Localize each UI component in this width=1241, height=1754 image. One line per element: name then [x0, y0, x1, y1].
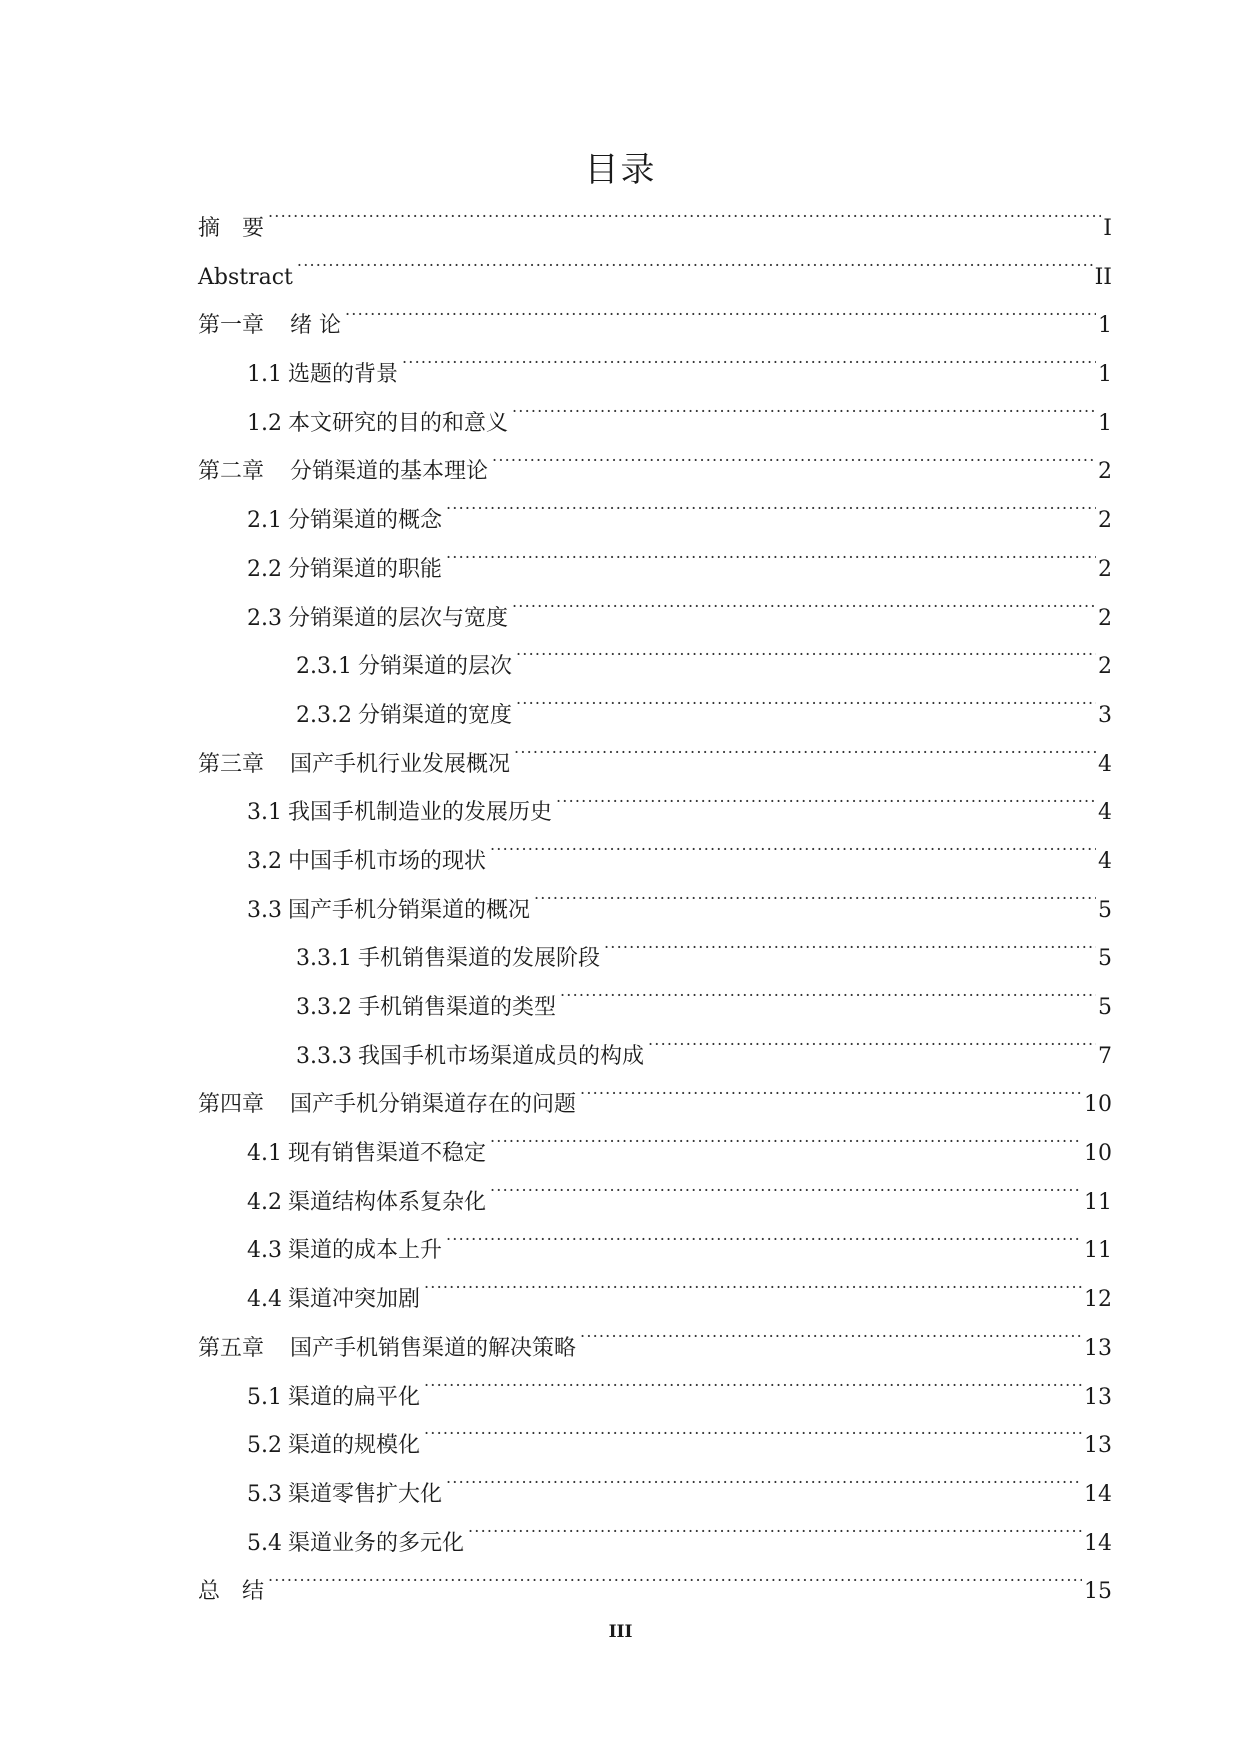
- toc-entry[interactable]: [198, 1081, 1112, 1130]
- toc-entry-label: [198, 741, 514, 790]
- dot-leader: [604, 943, 1096, 965]
- toc-entry[interactable]: [198, 1471, 1112, 1520]
- dot-leader: [534, 895, 1096, 917]
- toc-page-number: 5: [1098, 897, 1112, 923]
- toc-page-number: 1: [1098, 313, 1112, 339]
- dot-leader: [580, 1333, 1082, 1355]
- toc-section-number: 1.1: [247, 362, 282, 388]
- toc-entry[interactable]: [198, 1130, 1112, 1179]
- toc-entry[interactable]: [198, 692, 1112, 741]
- toc-section-number: 4.3: [247, 1238, 282, 1264]
- dot-leader: [424, 1284, 1082, 1306]
- toc-entry-label: [247, 1179, 490, 1228]
- dot-leader: [580, 1089, 1082, 1111]
- toc-entry-title: 现有销售渠道不稳定: [288, 1141, 487, 1167]
- toc-entry[interactable]: [198, 789, 1112, 838]
- toc-page-number: 2: [1098, 654, 1112, 680]
- toc-section-number: 3.3.2: [296, 995, 352, 1020]
- toc-entry-title: 国产手机销售渠道的解决策略: [290, 1335, 577, 1361]
- toc-entry-label: [296, 1033, 648, 1082]
- toc-entry[interactable]: [198, 1374, 1112, 1423]
- toc-section-number: 5.1: [247, 1384, 282, 1410]
- dot-leader: [512, 603, 1096, 625]
- toc-section-number: 4.2: [247, 1189, 282, 1215]
- toc-page-number: 2: [1098, 459, 1112, 485]
- toc-entry-title: 手机销售渠道的发展阶段: [357, 946, 600, 972]
- toc-entry[interactable]: [198, 1325, 1112, 1374]
- toc-section-number: 3.1: [247, 800, 282, 826]
- toc-entry-label: [247, 887, 534, 936]
- toc-entry-label: [296, 643, 516, 692]
- page-number: III: [608, 1622, 633, 1642]
- toc-entry[interactable]: [198, 448, 1112, 497]
- toc-entry-label: [247, 400, 512, 449]
- dot-leader: [446, 1479, 1082, 1501]
- dot-leader: [490, 1187, 1082, 1209]
- toc-section-number: 5.4: [247, 1530, 282, 1556]
- toc-section-number: 3.3: [247, 897, 282, 923]
- toc-entry[interactable]: [198, 546, 1112, 595]
- toc-entry[interactable]: [198, 595, 1112, 644]
- toc-entry-label: [296, 692, 516, 741]
- toc-page-number: 14: [1084, 1530, 1112, 1556]
- toc-entry-title: 分销渠道的层次与宽度: [288, 605, 509, 631]
- toc-section-number: 4.1: [247, 1141, 282, 1167]
- toc-section-number: 3.2: [247, 848, 282, 874]
- toc-page-number: 5: [1098, 995, 1112, 1020]
- toc-entry-title: 国产手机分销渠道的概况: [288, 897, 531, 923]
- toc-entry[interactable]: [198, 1520, 1112, 1569]
- toc-entry[interactable]: [198, 400, 1112, 449]
- toc-page-number: 11: [1084, 1238, 1112, 1264]
- toc-page-number: I: [1103, 216, 1112, 241]
- toc-chapter-number: 第五章: [198, 1335, 265, 1361]
- dot-leader: [556, 797, 1096, 819]
- toc-entry-label: [296, 935, 604, 984]
- toc-section-number: 3.3.1: [296, 946, 352, 972]
- toc-entry-label: [247, 497, 446, 546]
- toc-page-number: 1: [1098, 410, 1112, 436]
- dot-leader: [492, 456, 1096, 478]
- toc-entry-title: 选题的背景: [288, 362, 399, 388]
- toc-entry-label: [247, 546, 446, 595]
- toc-section-number: 1.2: [247, 410, 282, 436]
- toc-entry[interactable]: [198, 1179, 1112, 1228]
- page-title: 目录: [584, 150, 657, 190]
- toc-page-number: 13: [1084, 1433, 1112, 1459]
- toc-entry-label: [247, 789, 556, 838]
- table-of-contents: [198, 205, 1112, 1617]
- toc-section-number: 2.3: [247, 605, 282, 631]
- toc-page-number: 4: [1098, 848, 1112, 874]
- toc-entry[interactable]: [198, 984, 1112, 1033]
- toc-entry-title: 分销渠道的基本理论: [290, 459, 489, 485]
- toc-entry[interactable]: [198, 1033, 1112, 1082]
- toc-page-number: 13: [1084, 1384, 1112, 1410]
- toc-entry-label: [247, 838, 490, 887]
- dot-leader: [490, 846, 1096, 868]
- toc-page-number: 10: [1084, 1141, 1112, 1167]
- toc-entry[interactable]: [198, 1422, 1112, 1471]
- toc-entry[interactable]: [198, 887, 1112, 936]
- toc-entry-title: 国产手机行业发展概况: [290, 751, 511, 777]
- toc-chapter-number: 第四章: [198, 1092, 265, 1118]
- toc-entry-title: 渠道冲突加剧: [288, 1287, 421, 1313]
- dot-leader: [424, 1382, 1082, 1404]
- toc-page-number: II: [1094, 264, 1112, 290]
- dot-leader: [490, 1138, 1082, 1160]
- toc-entry[interactable]: [198, 643, 1112, 692]
- dot-leader: [268, 1576, 1082, 1598]
- toc-entry-title: Abstract: [198, 264, 293, 290]
- toc-entry-label: [247, 351, 402, 400]
- toc-entry[interactable]: [198, 254, 1112, 303]
- toc-entry-title: 渠道业务的多元化: [288, 1530, 465, 1556]
- toc-entry-label: [247, 1276, 424, 1325]
- toc-entry[interactable]: [198, 302, 1112, 351]
- dot-leader: [446, 1235, 1082, 1257]
- dot-leader: [345, 310, 1096, 332]
- toc-page-number: 14: [1084, 1481, 1112, 1507]
- toc-page-number: 5: [1098, 946, 1112, 972]
- toc-section-number: 4.4: [247, 1287, 282, 1313]
- toc-entry-title: 分销渠道的概念: [288, 508, 443, 534]
- toc-entry-title: 分销渠道的宽度: [357, 702, 512, 728]
- toc-entry-label: [198, 448, 492, 497]
- toc-entry-label: [247, 1422, 424, 1471]
- dot-leader: [297, 262, 1093, 284]
- toc-page-number: 13: [1084, 1335, 1112, 1361]
- toc-entry-title: 绪 论: [290, 313, 342, 339]
- toc-entry-title: 总 结: [198, 1579, 265, 1605]
- dot-leader: [268, 213, 1101, 235]
- toc-entry-label: [198, 205, 268, 254]
- toc-page-number: 2: [1098, 508, 1112, 534]
- toc-page-number: 2: [1098, 605, 1112, 631]
- toc-page-number: 4: [1098, 751, 1112, 777]
- toc-entry-label: [247, 1130, 490, 1179]
- toc-entry-title: 中国手机市场的现状: [288, 848, 487, 874]
- toc-entry[interactable]: [198, 741, 1112, 790]
- dot-leader: [516, 651, 1096, 673]
- toc-chapter-number: 第二章: [198, 459, 265, 485]
- toc-entry-title: 渠道的成本上升: [288, 1238, 443, 1264]
- toc-entry-title: 渠道的规模化: [288, 1433, 421, 1459]
- toc-entry-title: 分销渠道的层次: [357, 654, 512, 680]
- toc-entry[interactable]: [198, 1276, 1112, 1325]
- toc-page-number: 2: [1098, 556, 1112, 582]
- toc-entry-title: 手机销售渠道的类型: [357, 995, 556, 1020]
- toc-entry-title: 本文研究的目的和意义: [288, 410, 509, 436]
- toc-entry-label: [198, 254, 297, 303]
- toc-entry-label: [198, 1568, 268, 1617]
- toc-section-number: 2.1: [247, 508, 282, 534]
- toc-page-number: 12: [1084, 1287, 1112, 1313]
- toc-entry-title: 国产手机分销渠道存在的问题: [290, 1092, 577, 1118]
- toc-page-number: 11: [1084, 1189, 1112, 1215]
- toc-entry-title: 渠道结构体系复杂化: [288, 1189, 487, 1215]
- toc-page-number: 3: [1098, 702, 1112, 728]
- toc-page-number: 1: [1098, 362, 1112, 388]
- toc-page-number: 15: [1084, 1579, 1112, 1605]
- toc-page-number: 10: [1084, 1092, 1112, 1118]
- dot-leader: [516, 700, 1096, 722]
- toc-page-number: 7: [1098, 1043, 1112, 1069]
- toc-section-number: 5.2: [247, 1433, 282, 1459]
- toc-entry-title: 我国手机市场渠道成员的构成: [357, 1043, 644, 1069]
- toc-entry-title: 摘 要: [198, 216, 265, 241]
- toc-page-number: 4: [1098, 800, 1112, 826]
- toc-entry[interactable]: [198, 1568, 1112, 1617]
- toc-entry-label: [198, 1325, 580, 1374]
- toc-section-number: 3.3.3: [296, 1043, 352, 1069]
- toc-entry-title: 渠道零售扩大化: [288, 1481, 443, 1507]
- toc-section-number: 2.3.2: [296, 702, 352, 728]
- toc-section-number: 2.2: [247, 556, 282, 582]
- toc-chapter-number: 第一章: [198, 313, 265, 339]
- toc-entry[interactable]: [198, 497, 1112, 546]
- dot-leader: [468, 1528, 1082, 1550]
- toc-entry[interactable]: [198, 1227, 1112, 1276]
- toc-entry[interactable]: [198, 935, 1112, 984]
- dot-leader: [512, 408, 1096, 430]
- toc-entry-title: 我国手机制造业的发展历史: [288, 800, 553, 826]
- dot-leader: [446, 505, 1096, 527]
- dot-leader: [402, 359, 1096, 381]
- toc-entry-label: [198, 302, 345, 351]
- toc-entry-label: [198, 1081, 580, 1130]
- toc-entry-label: [247, 1374, 424, 1423]
- toc-entry-label: [247, 1520, 468, 1569]
- toc-entry[interactable]: [198, 838, 1112, 887]
- toc-entry-label: [247, 1227, 446, 1276]
- toc-entry-label: [296, 984, 560, 1033]
- toc-entry[interactable]: [198, 205, 1112, 254]
- toc-entry[interactable]: [198, 351, 1112, 400]
- dot-leader: [648, 1041, 1096, 1063]
- dot-leader: [560, 992, 1096, 1014]
- toc-chapter-number: 第三章: [198, 751, 265, 777]
- toc-entry-title: 分销渠道的职能: [288, 556, 443, 582]
- toc-entry-label: [247, 1471, 446, 1520]
- toc-section-number: 2.3.1: [296, 654, 352, 680]
- toc-entry-label: [247, 595, 512, 644]
- dot-leader: [514, 749, 1096, 771]
- toc-section-number: 5.3: [247, 1481, 282, 1507]
- toc-entry-title: 渠道的扁平化: [288, 1384, 421, 1410]
- dot-leader: [446, 554, 1096, 576]
- dot-leader: [424, 1430, 1082, 1452]
